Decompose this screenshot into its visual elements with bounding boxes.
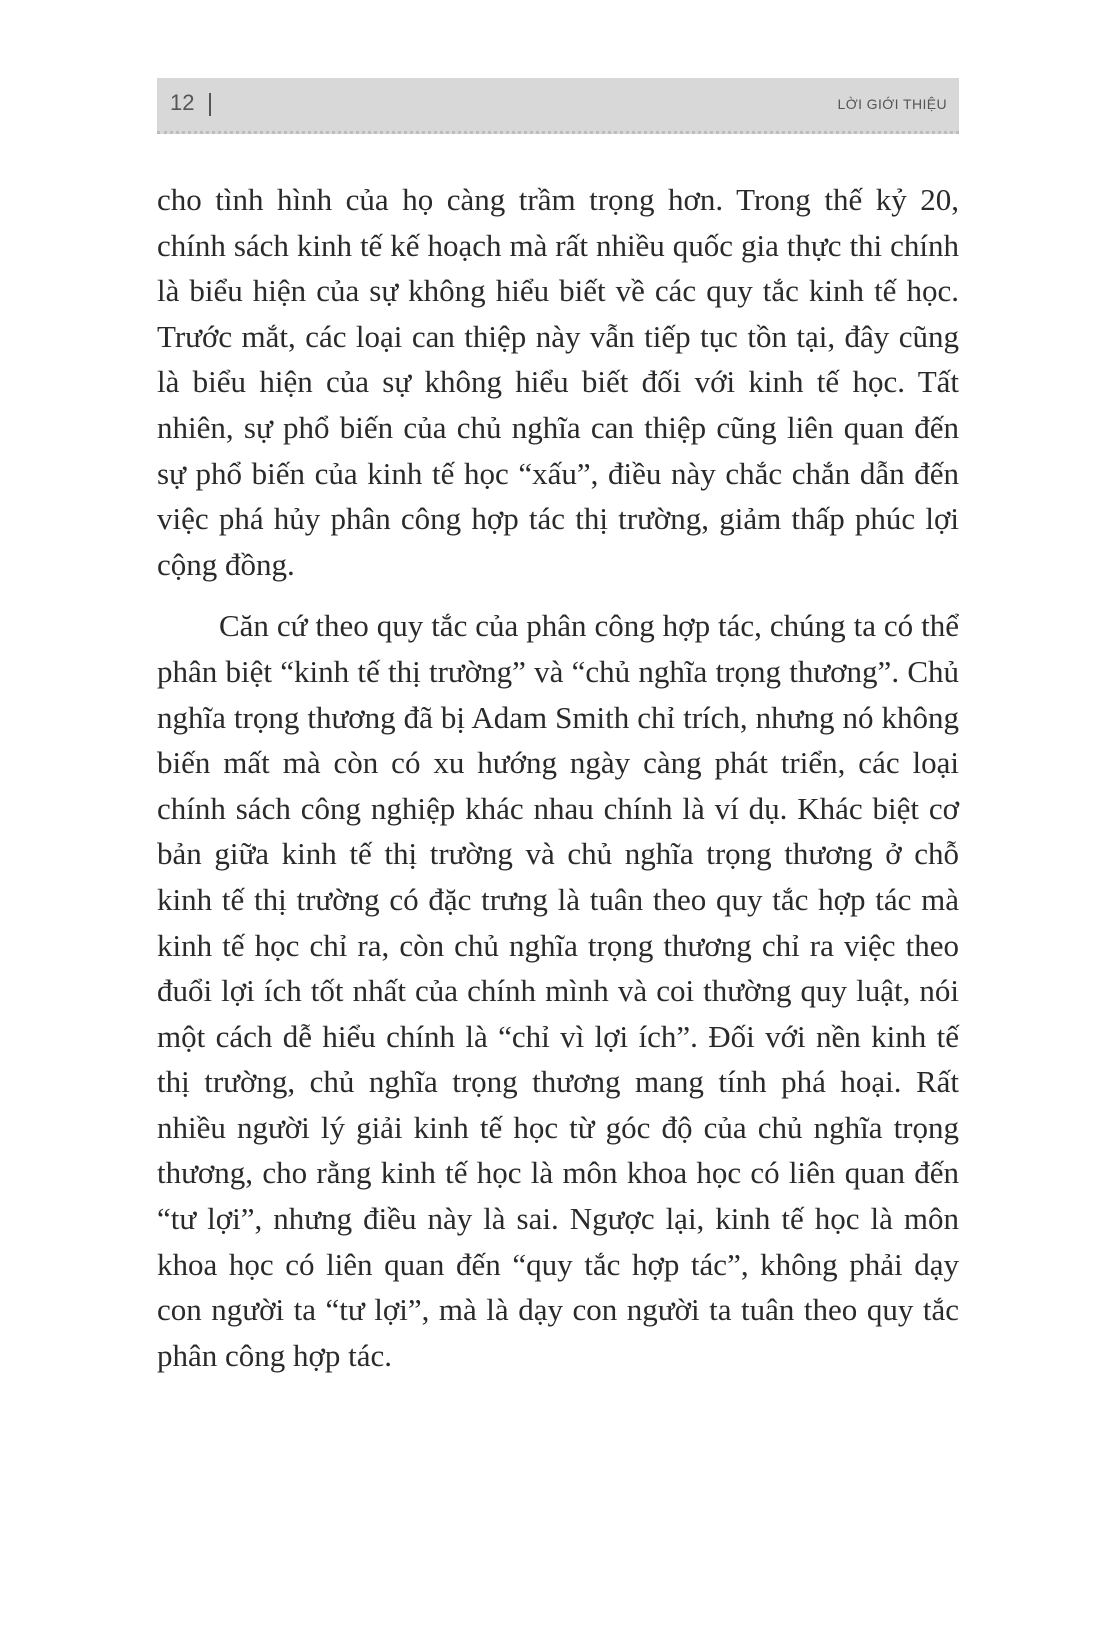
paragraph-2: Căn cứ theo quy tắc của phân công hợp tác, chúng ta có thể phân biệt “kinh tế thị trường” và “chủ nghĩa trọng thương”. Chủ nghĩa trọng thương đã bị Adam Smith chỉ trích, nhưng nó không biến mất mà còn có xu hướng ngày càng phát triển, các loại chính sách công nghiệp khác nhau chính là ví dụ. Khác biệt cơ bản giữa kinh tế thị trường và chủ nghĩa trọng thương ở chỗ kinh tế thị trường có đặc trưng là tuân theo quy tắc hợp tác mà kinh tế học chỉ ra, còn chủ nghĩa trọng thương chỉ ra việc theo đuổi lợi ích tốt nhất của chính mình và coi thường quy luật, nói một cách dễ hiểu chính là “chỉ vì lợi ích”. Đối với nền kinh tế thị trường, chủ nghĩa trọng thương mang tính phá hoại. Rất nhiều người lý giải kinh tế học từ góc độ của chủ nghĩa trọng thương, cho rằng kinh tế học là môn khoa học có liên quan đến “tư lợi”, nhưng điều này là sai. Ngược lại, kinh tế học là môn khoa học có liên quan đến “quy tắc hợp tác”, không phải dạy con người ta “tư lợi”, mà là dạy con người ta tuân theo quy tắc phân công hợp tác. bbox=[157, 608, 959, 1373]
section-title: LỜI GIỚI THIỆU bbox=[837, 96, 947, 112]
header-divider bbox=[209, 93, 211, 116]
page-number: 12 bbox=[170, 90, 195, 115]
running-header bbox=[157, 78, 959, 134]
body-text bbox=[157, 177, 959, 1378]
paragraph-1: cho tình hình của họ càng trầm trọng hơn. Trong thế kỷ 20, chính sách kinh tế kế hoạch mà rất nhiều quốc gia thực thi chính là biểu hiện của sự không hiểu biết về các quy tắc kinh tế học. Trước mắt, các loại can thiệp này vẫn tiếp tục tồn tại, đây cũng là biểu hiện của sự không hiểu biết đối với kinh tế học. Tất nhiên, sự phổ biến của chủ nghĩa can thiệp cũng liên quan đến sự phổ biến của kinh tế học “xấu”, điều này chắc chắn dẫn đến việc phá hủy phân công hợp tác thị trường, giảm thấp phúc lợi cộng đồng. bbox=[157, 182, 959, 582]
